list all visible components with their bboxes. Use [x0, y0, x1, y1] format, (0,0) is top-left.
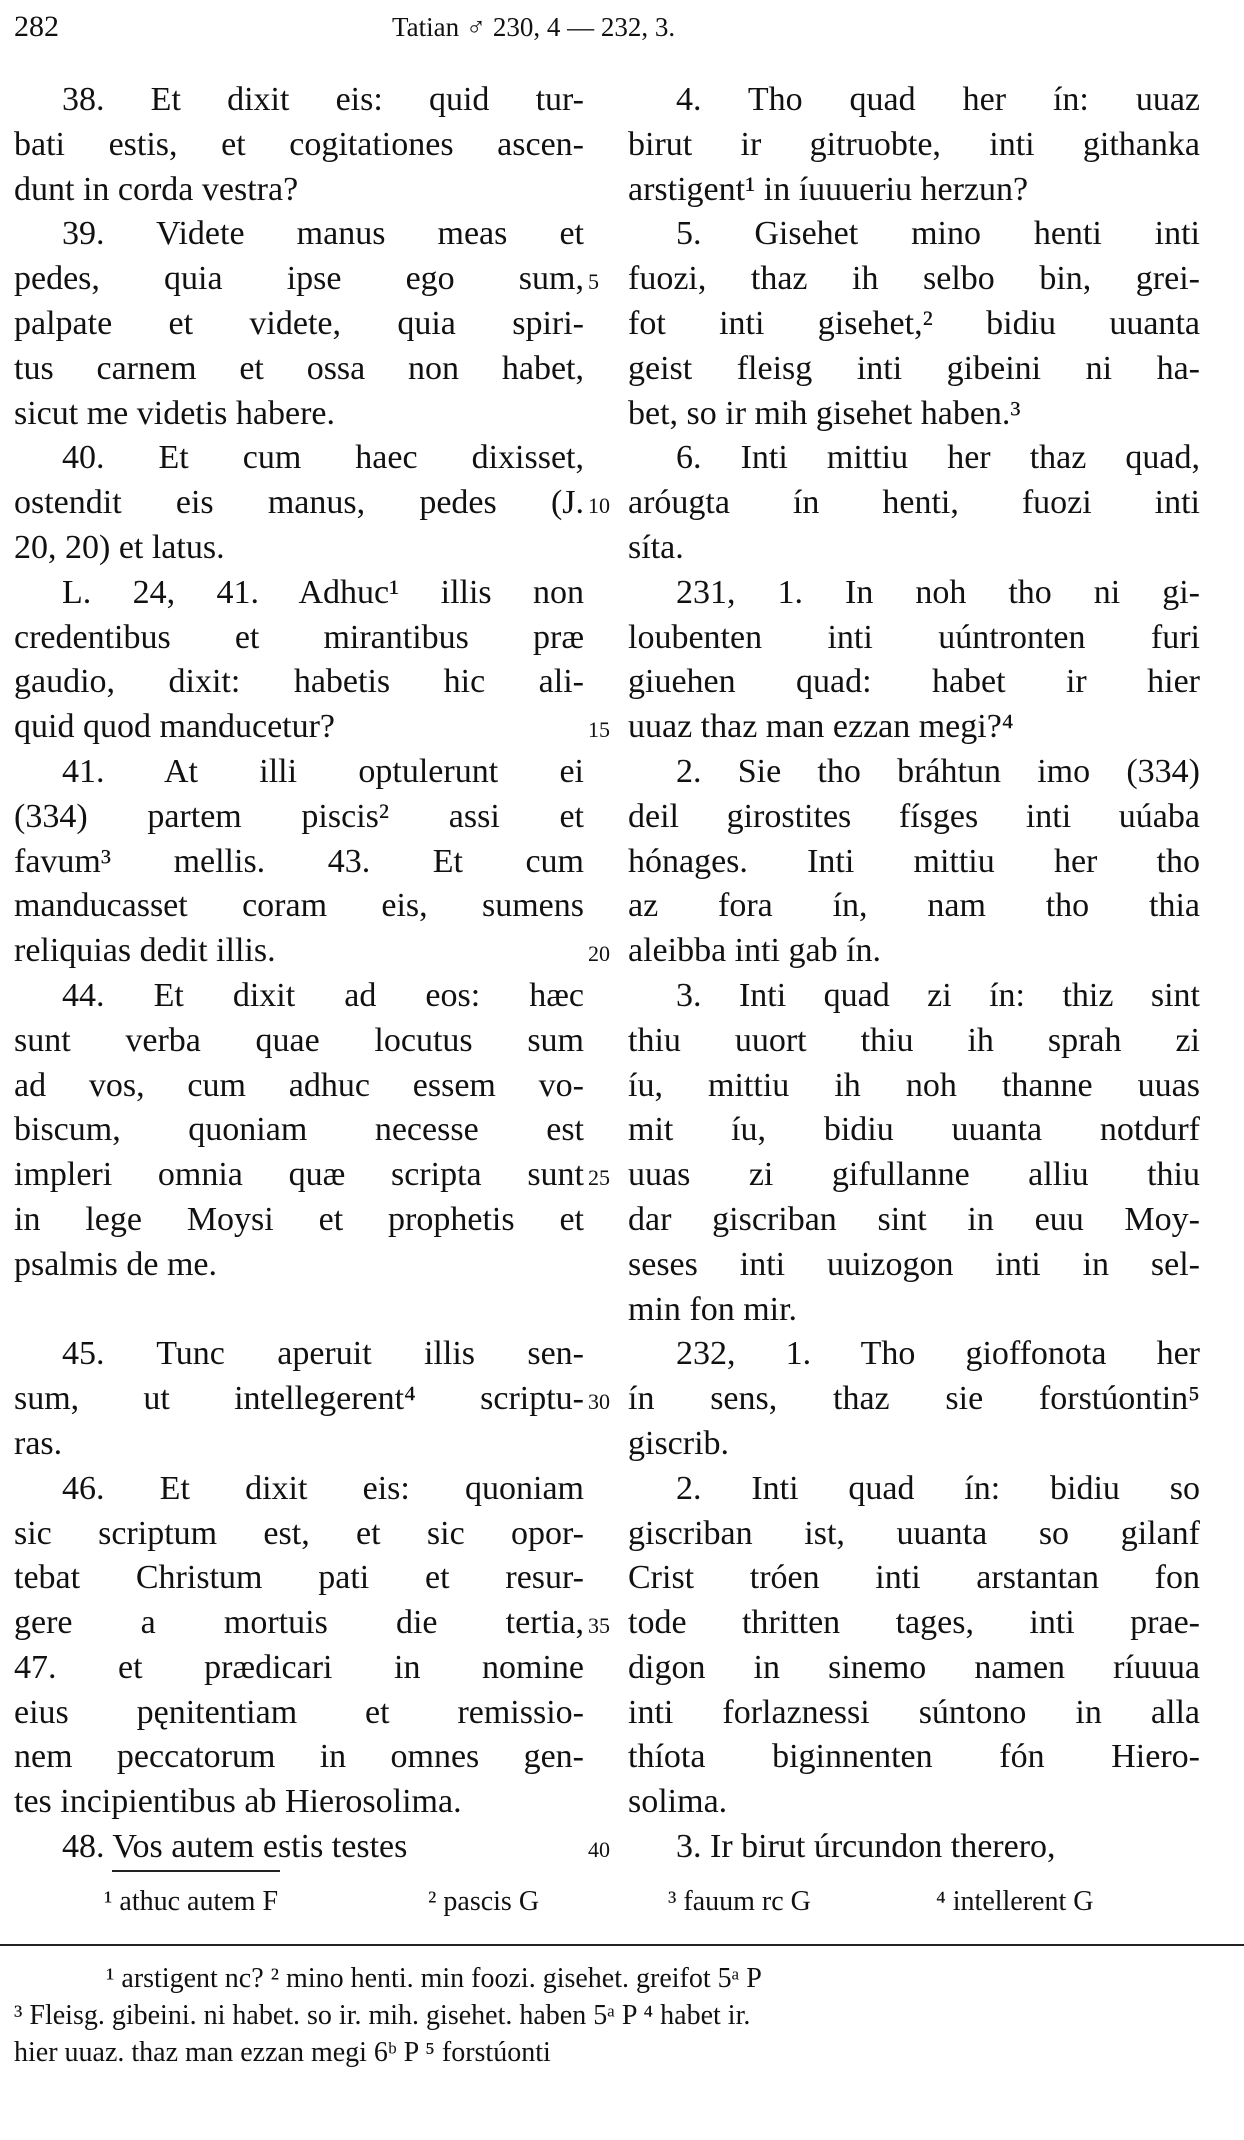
ohg-line: aróugta ín henti, fuozi inti [628, 484, 1200, 522]
ohg-line: 6. Inti mittiu her thaz quad, [676, 439, 1200, 477]
ohg-line: bet, so ir mih gisehet haben.³ [628, 394, 1021, 432]
latin-line: tus carnem et ossa non habet, [14, 349, 584, 387]
footnote-divider [0, 1944, 1244, 1946]
latin-line: 40. Et cum haec dixisset, [62, 439, 584, 477]
ohg-line: 4. Tho quad her ín: uuaz [676, 81, 1200, 118]
latin-line: credentibus et mirantibus præ [14, 618, 584, 656]
latin-line: 20, 20) et latus. [14, 528, 225, 566]
ohg-line: 232, 1. Tho gioffonota her [676, 1335, 1200, 1373]
latin-line: palpate et videte, quia spiri- [14, 304, 584, 342]
ohg-line: giscriban ist, uuanta so gilanf [628, 1514, 1200, 1552]
latin-line: sic scriptum est, et sic opor- [14, 1514, 584, 1552]
latin-line: reliquias dedit illis. [14, 932, 276, 970]
ohg-line: arstigent¹ in íuuueriu herzun? [628, 170, 1029, 208]
ohg-line: aleibba inti gab ín. [628, 932, 882, 970]
ohg-line: geist fleisg inti gibeini ni ha- [628, 349, 1200, 387]
latin-line: tes incipientibus ab Hierosolima. [14, 1783, 462, 1821]
ohg-line: solima. [628, 1783, 728, 1821]
ohg-line: az fora ín, nam tho thia [628, 887, 1200, 925]
ohg-line: 231, 1. In noh tho ni gi- [676, 573, 1200, 611]
latin-line [14, 1288, 584, 1333]
latin-text-column [14, 78, 584, 1870]
ohg-line: íu, mittiu ih noh thanne uuas [628, 1066, 1200, 1104]
latin-line: nem peccatorum in omnes gen- [14, 1738, 584, 1776]
ohg-line: deil girostites físges inti uúaba [628, 797, 1200, 835]
latin-line: quid quod manducetur? [14, 708, 336, 746]
latin-line: ostendit eis manus, pedes (J. [14, 484, 584, 522]
old-high-german-text-column [628, 78, 1200, 1870]
latin-footnote: ¹ athuc autem F [104, 1886, 279, 1917]
ohg-line: digon in sinemo namen ríuuua [628, 1648, 1200, 1686]
latin-line: sicut me videtis habere. [14, 394, 336, 432]
ohg-line: hónages. Inti mittiu her tho [628, 842, 1200, 880]
ohg-line: Crist tróen inti arstantan fon [628, 1559, 1200, 1597]
ohg-line: loubenten inti uúntronten furi [628, 618, 1200, 656]
latin-line: manducasset coram eis, sumens [14, 887, 584, 925]
latin-line: sunt verba quae locutus sum [14, 1021, 584, 1059]
running-head: Tatian ♂ 230, 4 — 232, 3. [392, 12, 676, 42]
latin-footnotes [90, 1886, 1190, 1926]
latin-footnote: ³ fauum rc G [668, 1886, 811, 1917]
latin-line: 45. Tunc aperuit illis sen- [62, 1335, 584, 1373]
ohg-line: inti forlaznessi súntono in alla [628, 1693, 1200, 1731]
ohg-line: síta. [628, 528, 684, 566]
latin-line: gaudio, dixit: habetis hic ali- [14, 663, 584, 701]
line-number: 15 [588, 717, 610, 743]
latin-line: 38. Et dixit eis: quid tur- [62, 81, 584, 118]
ohg-line: mit íu, bidiu uuanta notdurf [628, 1111, 1200, 1149]
line-number: 20 [588, 941, 610, 967]
latin-line: 41. At illi optulerunt ei [62, 752, 584, 790]
latin-footnote: ² pascis G [428, 1886, 540, 1917]
latin-line: ras. [14, 1424, 63, 1462]
latin-line: dunt in corda vestra? [14, 170, 299, 208]
latin-line: L. 24, 41. Adhuc¹ illis non [62, 573, 584, 611]
latin-line: sum, ut intellegerent⁴ scriptu- [14, 1380, 584, 1418]
page-header [10, 8, 1224, 48]
ohg-line: thiu uuort thiu ih sprah zi [628, 1021, 1200, 1059]
latin-line: in lege Moysi et prophetis et [14, 1200, 584, 1238]
ohg-line: birut ir gitruobte, inti githanka [628, 125, 1200, 163]
ohg-line: giscrib. [628, 1424, 730, 1462]
ohg-line: dar giscriban sint in euu Moy- [628, 1200, 1200, 1238]
ohg-footnote-line: ³ Fleisg. gibeini. ni habet. so ir. mih. gisehet. haben 5ᵃ P ⁴ habet ir. [14, 2000, 751, 2031]
latin-line: eius pęnitentiam et remissio- [14, 1693, 584, 1731]
line-number: 10 [588, 493, 610, 519]
ohg-line: giuehen quad: habet ir hier [628, 663, 1200, 701]
latin-line: ad vos, cum adhuc essem vo- [14, 1066, 584, 1104]
ohg-line: uuas zi gifullanne alliu thiu [628, 1156, 1200, 1194]
ohg-line: ín sens, thaz sie forstúontin⁵ [628, 1380, 1200, 1418]
ohg-footnotes [14, 1960, 1200, 2071]
latin-line: 46. Et dixit eis: quoniam [62, 1469, 584, 1507]
ohg-line: fuozi, thaz ih selbo bin, grei- [628, 260, 1200, 298]
latin-footnote: ⁴ intellerent G [936, 1886, 1094, 1917]
ohg-line: 2. Inti quad ín: bidiu so [676, 1469, 1200, 1507]
ohg-line: fot inti gisehet,² bidiu uuanta [628, 304, 1200, 342]
ohg-line: 5. Gisehet mino henti inti [676, 215, 1200, 253]
latin-line: gere a mortuis die tertia, [14, 1604, 584, 1642]
ohg-line: min fon mir. [628, 1290, 798, 1328]
latin-line: biscum, quoniam necesse est [14, 1111, 584, 1149]
latin-line: impleri omnia quæ scripta sunt [14, 1156, 584, 1194]
latin-line: psalmis de me. [14, 1245, 218, 1283]
latin-line: favum³ mellis. 43. Et cum [14, 842, 584, 880]
line-number: 40 [588, 1837, 610, 1863]
footnote-rule [112, 1870, 280, 1872]
ohg-line: tode thritten tages, inti prae- [628, 1604, 1200, 1642]
ohg-footnote-line: hier uuaz. thaz man ezzan megi 6ᵇ P ⁵ forstúonti [14, 2037, 551, 2068]
ohg-line: uuaz thaz man ezzan megi?⁴ [628, 708, 1014, 746]
ohg-footnote-line: ¹ arstigent nc? ² mino henti. min foozi. gisehet. greifot 5ᵃ P [106, 1963, 762, 1994]
line-number: 30 [588, 1389, 610, 1415]
line-number: 35 [588, 1613, 610, 1639]
latin-line: 39. Videte manus meas et [62, 215, 584, 253]
ohg-line: 3. Inti quad zi ín: thiz sint [676, 976, 1200, 1014]
ohg-line: thíota biginnenten fón Hiero- [628, 1738, 1200, 1776]
latin-line: 47. et prædicari in nomine [14, 1648, 584, 1686]
latin-line: bati estis, et cogitationes ascen- [14, 125, 584, 163]
ohg-line: 2. Sie tho bráhtun imo (334) [676, 752, 1200, 790]
latin-line: 48. Vos autem estis testes [62, 1828, 408, 1866]
latin-line: (334) partem piscis² assi et [14, 797, 584, 835]
line-number: 25 [588, 1165, 610, 1191]
latin-line: tebat Christum pati et resur- [14, 1559, 584, 1597]
ohg-line: seses inti uuizogon inti in sel- [628, 1245, 1200, 1283]
latin-line: 44. Et dixit ad eos: hæc [62, 976, 584, 1014]
line-number: 5 [588, 269, 599, 295]
latin-line: pedes, quia ipse ego sum, [14, 260, 584, 298]
page-number: 282 [14, 10, 59, 43]
ohg-line: 3. Ir birut úrcundon therero, [676, 1828, 1056, 1866]
